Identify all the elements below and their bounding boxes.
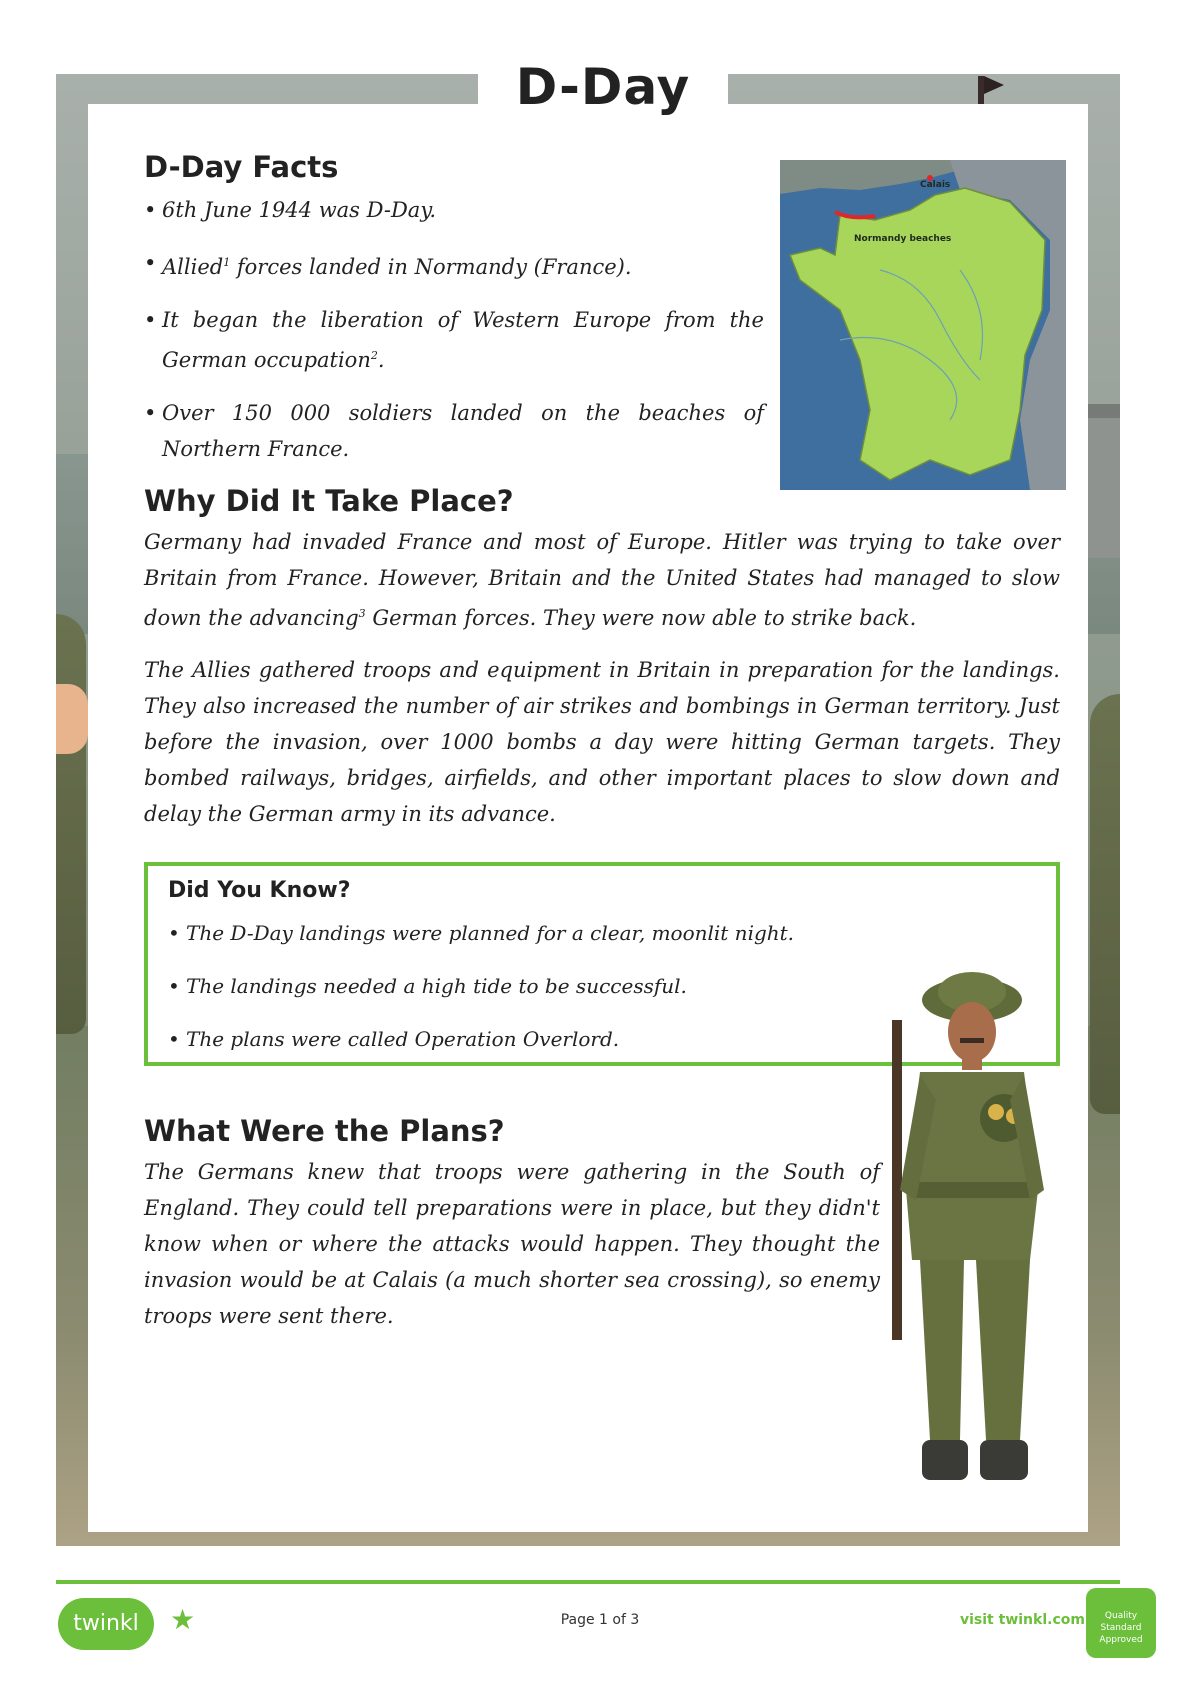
list-item: • It began the liberation of Western Europe from the German occupation$^2$. xyxy=(144,302,764,378)
quality-badge: Quality Standard Approved xyxy=(1086,1588,1156,1658)
france-map xyxy=(780,160,1066,490)
facts-list xyxy=(144,192,764,484)
soldier-right-illustration xyxy=(1090,694,1120,1114)
did-you-know-heading: Did You Know? xyxy=(168,878,351,903)
title-container xyxy=(478,56,728,118)
list-item: • Allied$^1$ forces landed in Normandy (France). xyxy=(144,245,764,285)
page-title: D-Day xyxy=(515,58,691,116)
page-number: Page 1 of 3 xyxy=(560,1612,640,1628)
plans-heading: What Were the Plans? xyxy=(144,1114,505,1148)
soldier-illustration xyxy=(880,960,1060,1520)
soldier-left-illustration xyxy=(56,614,86,1034)
why-paragraph-1: Germany had invaded France and most of Europe. Hitler was trying to take over Britain from France. However, Britain and the United States had managed to slow down the advancing$^3$ German forces. They were now able to strike back. xyxy=(144,530,1060,630)
facts-heading: D-Day Facts xyxy=(144,150,339,184)
map-label-normandy: Normandy beaches xyxy=(854,234,952,244)
footer-divider xyxy=(56,1580,1120,1584)
why-heading: Why Did It Take Place? xyxy=(144,484,514,518)
map-label-calais: Calais xyxy=(920,180,951,190)
list-item: • 6th June 1944 was D-Day. xyxy=(144,192,764,228)
list-item: • The plans were called Operation Overlord. xyxy=(168,1022,1028,1056)
soldier-left-face xyxy=(56,684,88,754)
list-item: • The landings needed a high tide to be successful. xyxy=(168,969,1028,1003)
plans-paragraph: The Germans knew that troops were gathering in the South of England. They could tell preparations were in place, but they didn't know when or where the attacks would happen. They thought the invasion would be at Calais (a much shorter sea crossing), so enemy troops were sent there. xyxy=(144,1160,880,1328)
list-item: • The D-Day landings were planned for a clear, moonlit night. xyxy=(168,916,1028,950)
list-item: • Over 150 000 soldiers landed on the beaches of Northern France. xyxy=(144,395,764,467)
flag-icon xyxy=(978,76,984,106)
france-map-graphic xyxy=(780,160,1066,490)
twinkl-logo: twinkl xyxy=(58,1598,154,1650)
star-icon: ★ xyxy=(170,1603,196,1636)
visit-link[interactable]: visit twinkl.com xyxy=(960,1612,1085,1628)
why-paragraph-2: The Allies gathered troops and equipment in Britain in preparation for the landings. They also increased the number of air strikes and bombings in German territory. Just before the invasion, over 1000 bombs a day were hitting German targets. They bombed railways, bridges, airfields, and other important places to slow down and delay the German army in its advance. xyxy=(144,658,1060,826)
